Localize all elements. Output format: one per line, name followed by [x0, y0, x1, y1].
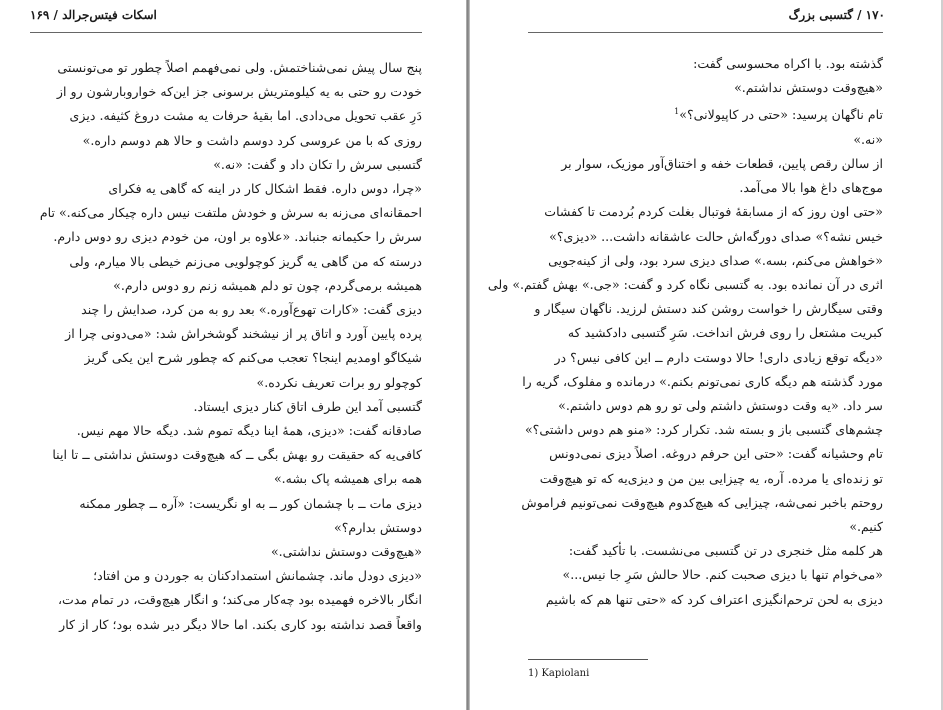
text-line: همیشه برمی‌گردم، چون تو دلم همیشه زنم رو دوس دارم.» [113, 277, 422, 293]
text-line: دیزی گفت: «کارات تهوع‌آوره.» بعد رو به من کرد، صدایش را چند [81, 302, 422, 318]
text-line: مورد گذشته هم دیگه کاری نمی‌تونم بکنم.» درمانده و مفلوک، گریه را [522, 373, 883, 389]
text-line: انگار بالاخره فهمیده بود چه‌کار می‌کند؛ و انگار هیچ‌وقت، در تمام مدت، [57, 592, 422, 608]
text-line: تام وحشیانه گفت: «حتی این حرفم دروغه. اصلاً دیزی نمی‌دونس [549, 446, 883, 462]
text-line: کافی‌یه که حقیقت رو بهش بگی ــ که هیچ‌وقت دوستش نداشتی ــ تا اینا [52, 447, 422, 463]
footnote-marker: 1 [674, 107, 680, 117]
text-line: خیس نشه؟» صدای دورگه‌اش حالت عاشقانه داشت... «دیزی؟» [549, 228, 883, 244]
text-line: درسته که من گاهی یه گریز کوچولویی می‌زنم خیطی بالا میارم، ولی [69, 253, 422, 269]
text-line: صادقانه گفت: «دیزی، همهٔ اینا دیگه تموم شد. دیگه حالا مهم نیس. [76, 423, 422, 439]
text-line: «حتی اون روز که از مسابقهٔ فوتبال بغلت کردم بُردمت تا کفشات [544, 204, 883, 220]
text-line: گتسبی سرش را تکان داد و گفت: «نه.» [213, 156, 422, 172]
text-line: شیکاگو اومدیم اینجا؟ تعجب می‌کنم که چطور شرح این یکی گریز [84, 350, 422, 366]
text-line: وقتی سیگارش را خواست روشن کند دستش لرزید. ناگهان سیگار و [534, 301, 883, 317]
text-line: روحتم باخبر نمی‌شه، چیزایی که هیچ‌کدوم هیچ‌وقت نمی‌تونیم فراموش [521, 494, 883, 510]
text-line: کنیم.» [849, 519, 883, 535]
text-line: روزی که با من عروسی کرد دوسم داشت و حالا هم دوسم داره.» [82, 132, 422, 148]
text-line: احمقانه‌ای می‌زنه به سرش و خودش ملتفت نیس داره چیکار می‌کنه.» تام [39, 205, 422, 221]
header-divider [30, 32, 422, 33]
text-line: واقعاً قصد نداشته بود کاری بکند. اما حالا دیگر دیر شده بود؛ کار از کار [59, 616, 422, 632]
text-line: موج‌های داغ هوا بالا می‌آمد. [739, 180, 883, 196]
right-page [470, 0, 943, 710]
text-line: «هیچ‌وقت دوستش نداشتی.» [270, 544, 422, 560]
text-line: «می‌خوام تنها با دیزی صحبت کنم. حالا حالش سَرِ جا نیس...» [562, 567, 883, 583]
text-line: کوچولو رو برات تعریف نکرده.» [256, 374, 422, 390]
text-line: پرده پایین آورد و اتاق پر از نیشخند گوشخراش شد: «می‌دونی چرا از [65, 326, 422, 342]
footnote: 1) Kapiolani [528, 668, 590, 679]
page-body-text [487, 52, 883, 612]
text-line: پنج سال پیش نمی‌شناختمش. ولی نمی‌فهمم اصلاً چطور تو می‌تونستی [57, 60, 422, 75]
text-line: دیزی مات ــ با چشمان کور ــ به او نگریست: «آره ــ چطور ممکنه [79, 495, 422, 511]
text-line: دَرِ عقب تحویل می‌دادی. اما بقیهٔ حرفات یه مشت دروغ کثیفه. دیزی [69, 108, 422, 124]
text-line: اثری در آن نمانده بود. به گتسبی نگاه کرد و گفت: «جی.» بهش گفتم.» ولی [487, 277, 883, 293]
page-header: اسکات فیتس‌جرالد / ۱۶۹ [30, 8, 157, 22]
text-line: «دیزی دودل ماند. چشمانش استمدادکنان به جوردن و من افتاد؛ [93, 568, 422, 584]
text-line: «دیگه توقع زیادی داری! حالا دوستت دارم ــ این کافی نیس؟ در [554, 349, 883, 365]
text-line: تو زنده‌ای یا مرده. آره، یه چیزایی بین من و دیزی‌یه که تو هیچ‌وقت [539, 470, 883, 486]
text-line: دیزی به لحن ترحم‌انگیزی اعتراف کرد که «حتی تنها هم که باشیم [545, 591, 883, 607]
text-line: هر کلمه مثل خنجری در تن گتسبی می‌نشست. با تأکید گفت: [568, 543, 883, 559]
text-line: همه برای همیشه پاک بشه.» [273, 471, 422, 487]
text-line: کبریت مشتعل را روی فرش انداخت. سَرِ گتسبی دادکشید که [567, 325, 883, 341]
text-line: «هیچ‌وقت دوستش نداشتم.» [734, 80, 883, 96]
header-divider [528, 32, 883, 33]
text-line: چشم‌های گتسبی باز و بسته شد. تکرار کرد: «منو هم دوس داشتی؟» [524, 422, 883, 438]
page-body-text [30, 56, 422, 637]
page-header: ۱۷۰ / گتسبی بزرگ [788, 8, 885, 22]
text-line: سرش را حکیمانه جنباند. «علاوه بر اون، من خودم دیزی رو دوس دارم. [53, 229, 422, 245]
footnote-divider [528, 659, 648, 660]
text-line: از سالن رقص پایین، قطعات خفه و اختناق‌آور موزیک، سوار بر [561, 156, 883, 171]
text-line: گذشته بود. با اکراه محسوسی گفت: [693, 56, 883, 71]
text-line: «چرا، دوس داره. فقط اشکال کار در اینه که گاهی یه فکرای [108, 181, 422, 197]
left-page [0, 0, 466, 710]
text-line: خودت رو حتی به یه کیلومتریش برسونی جز این‌که خوارو‌بارشون رو از [56, 84, 422, 100]
text-line: تام ناگهان پرسید: «حتی در کاپیولانی؟»$^1$ [674, 107, 883, 123]
text-line: دوستش بدارم؟» [334, 519, 422, 535]
text-line: «نه.» [853, 131, 883, 147]
text-line: گتسبی آمد این طرف اتاق کنار دیزی ایستاد. [193, 398, 422, 414]
text-line: «خواهش می‌کنم، بسه.» صدای دیزی سرد بود، ولی از کینه‌جویی [548, 252, 883, 268]
text-line: سر داد. «یه وقت دوستش داشتم ولی تو رو هم دوس داشتم.» [558, 398, 883, 414]
